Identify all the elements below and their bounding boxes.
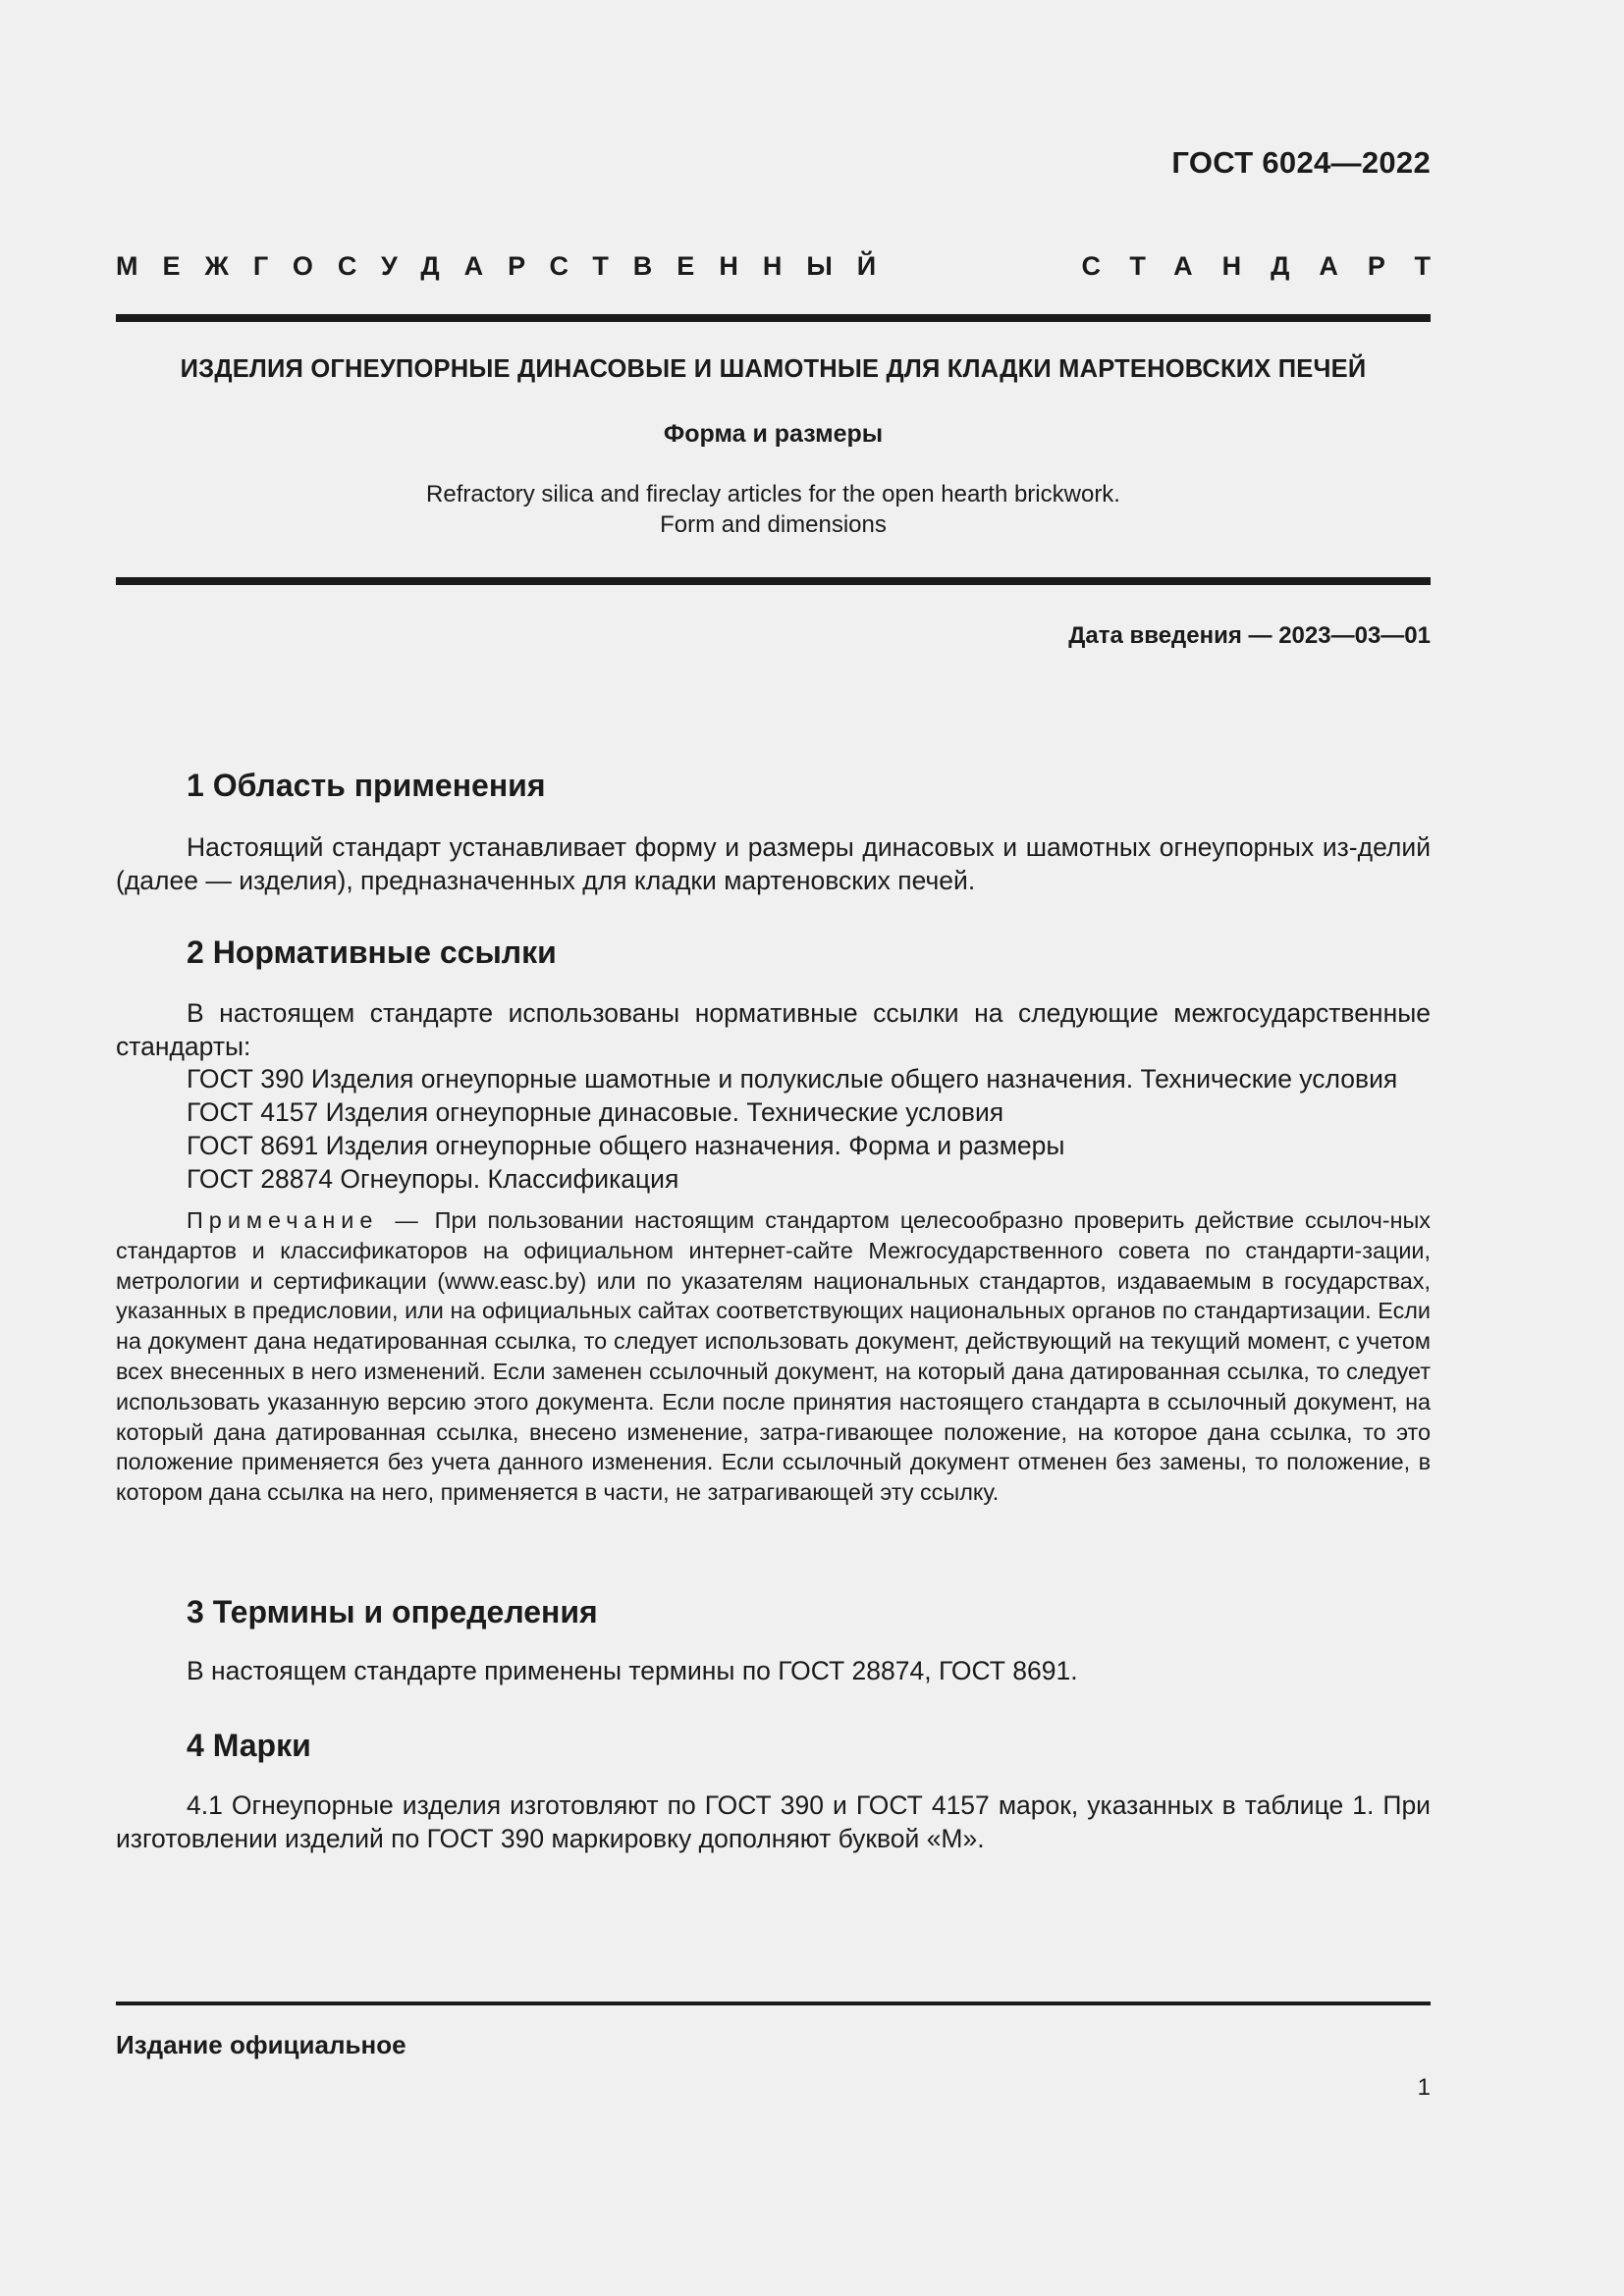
note-label: Примечание —	[187, 1207, 424, 1233]
document-title: ИЗДЕЛИЯ ОГНЕУПОРНЫЕ ДИНАСОВЫЕ И ШАМОТНЫЕ ДЛЯ КЛАДКИ МАРТЕНОВСКИХ ПЕЧЕЙ	[180, 355, 1367, 383]
reference-item: ГОСТ 8691 Изделия огнеупорные общего назначения. Форма и размеры	[187, 1131, 1065, 1160]
top-divider	[116, 314, 1431, 322]
reference-item: ГОСТ 4157 Изделия огнеупорные динасовые. Технические условия	[187, 1097, 1004, 1127]
standard-type-heading	[116, 251, 1460, 282]
footer-divider	[116, 2002, 1431, 2005]
section-3-paragraph: В настоящем стандарте применены термины по ГОСТ 28874, ГОСТ 8691.	[187, 1656, 1078, 1685]
section-3-heading: 3 Термины и определения	[187, 1594, 598, 1629]
standard-number: ГОСТ 6024—2022	[1171, 145, 1431, 180]
section-4-heading: 4 Марки	[187, 1728, 311, 1763]
section-1-heading: 1 Область применения	[187, 768, 546, 803]
note-paragraph	[116, 1205, 1431, 1508]
reference-item: ГОСТ 390 Изделия огнеупорные шамотные и полукислые общего назначения. Технические условия	[187, 1064, 1398, 1094]
edition-label: Издание официальное	[116, 2030, 406, 2059]
section-2-paragraph: В настоящем стандарте использованы нормативные ссылки на следующие межгосударственные стандарты:	[116, 998, 1431, 1061]
note-text: При пользовании настоящим стандартом целесообразно проверить действие ссылоч-ных стандартов и классификаторов на официальном интернет-сайте Межгосударственного совета по стандарти-зации, метрологии и сертификации (www.easc.by) или по указателям национальных стандартов, издаваемым в государствах, указанных в предисловии, или на официальных сайтах соответствующих национальных органов по стандартизации. Если на документ дана недатированная ссылка, то следует использовать документ, действующий на текущий момент, с учетом всех внесенных в него изменений. Если заменен ссылочный документ, на который дана датированная ссылка, то следует использовать указанную версию этого документа. Если после принятия настоящего стандарта в ссылочный документ, на который дана датированная ссылка, внесено изменение, затра-гивающее положение, на которое дана ссылка, то это положение применяется без учета данного изменения. Если ссылочный документ отменен без замены, то положение, в котором дана ссылка на него, применяется в части, не затрагивающей эту ссылку.	[116, 1207, 1431, 1506]
section-2-heading: 2 Нормативные ссылки	[187, 934, 557, 970]
reference-item: ГОСТ 28874 Огнеупоры. Классификация	[187, 1164, 679, 1194]
introduction-date: Дата введения — 2023—03—01	[1068, 622, 1431, 649]
section-4-paragraph: 4.1 Огнеупорные изделия изготовляют по ГОСТ 390 и ГОСТ 4157 марок, указанных в таблице 1. При изготовлении изделий по ГОСТ 390 маркировку дополняют буквой «М».	[116, 1790, 1431, 1853]
english-title-line-2: Form and dimensions	[660, 511, 887, 538]
section-1-paragraph: Настоящий стандарт устанавливает форму и размеры динасовых и шамотных огнеупорных из-делий (далее — изделия), предназначенных для кладки мартеновских печей.	[116, 832, 1431, 895]
title-divider	[116, 577, 1431, 585]
document-subtitle: Форма и размеры	[663, 420, 884, 448]
standard-type-word-2: СТАНДАРТ	[1081, 251, 1460, 281]
page-number: 1	[1417, 2074, 1431, 2101]
standard-type-word-1: МЕЖГОСУДАРСТВЕННЫЙ	[116, 251, 901, 281]
english-title-line-1: Refractory silica and fireclay articles for the open hearth brickwork.	[426, 481, 1120, 507]
english-title	[116, 479, 1431, 540]
document-page	[116, 0, 1460, 2296]
